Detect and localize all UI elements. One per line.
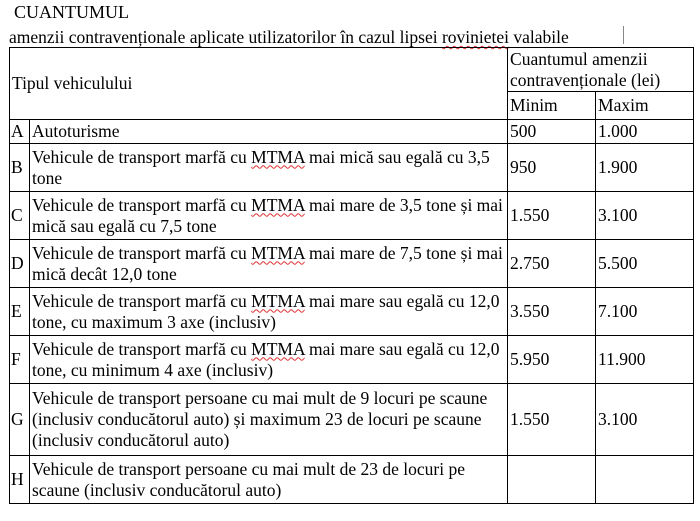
row-description[interactable]: [30, 384, 508, 456]
description-text-continued: mai mare sau egală cu 12,0 tone, cu minimum 4 axe (inclusiv): [32, 338, 500, 380]
row-letter[interactable]: G: [10, 384, 30, 456]
row-minimum-fine[interactable]: [508, 456, 596, 504]
row-minimum-fine[interactable]: 1.550: [508, 384, 596, 456]
description-text: Autoturisme: [32, 121, 120, 141]
table-row: [10, 384, 694, 456]
row-maximum-fine[interactable]: [596, 456, 694, 504]
description-text: Vehicule de transport marfă cu: [32, 338, 252, 359]
header-vehicle-type[interactable]: Tipul vehiculului: [10, 48, 508, 120]
description-misspelled-word: MTMA: [251, 338, 305, 359]
header-maximum[interactable]: Maxim: [596, 92, 694, 120]
document-heading: CUANTUMUL: [14, 2, 129, 22]
row-minimum-fine[interactable]: 950: [508, 144, 596, 192]
row-letter[interactable]: B: [10, 144, 30, 192]
row-maximum-fine[interactable]: 3.100: [596, 192, 694, 240]
subtitle-text-suffix: valabile: [509, 27, 569, 47]
row-letter[interactable]: E: [10, 288, 30, 336]
description-misspelled-word: MTMA: [251, 194, 305, 215]
row-maximum-fine[interactable]: 1.900: [596, 144, 694, 192]
row-maximum-fine[interactable]: 7.100: [596, 288, 694, 336]
header-minimum[interactable]: Minim: [508, 92, 596, 120]
description-text: Vehicule de transport persoane cu mai mult de 9 locuri pe scaune (inclusiv conducătorul auto) și maximum 23 de locuri pe scaune (inclusiv conducătorul auto): [32, 388, 488, 450]
row-letter[interactable]: A: [10, 120, 30, 144]
table-row: [10, 192, 694, 240]
table-row: [10, 144, 694, 192]
document-subtitle[interactable]: [9, 26, 569, 48]
row-minimum-fine[interactable]: 500: [508, 120, 596, 144]
table-row: [10, 120, 694, 144]
row-minimum-fine[interactable]: 2.750: [508, 240, 596, 288]
row-letter[interactable]: H: [10, 456, 30, 504]
row-letter[interactable]: F: [10, 336, 30, 384]
row-minimum-fine[interactable]: 5.950: [508, 336, 596, 384]
table-row: [10, 456, 694, 504]
description-text: Vehicule de transport marfă cu: [32, 242, 252, 263]
row-maximum-fine[interactable]: 11.900: [596, 336, 694, 384]
row-description[interactable]: [30, 192, 508, 240]
text-cursor-ibeam: [623, 26, 624, 44]
description-text-continued: mai mare de 7,5 tone și mai mică decât 12,0 tone: [32, 242, 503, 284]
description-text-continued: mai mare de 3,5 tone și mai mică sau egală cu 7,5 tone: [32, 194, 503, 236]
row-letter[interactable]: D: [10, 240, 30, 288]
description-text: Vehicule de transport marfă cu: [32, 146, 252, 167]
fines-table: [9, 47, 694, 504]
description-text-continued: mai mare sau egală cu 12,0 tone, cu maximum 3 axe (inclusiv): [32, 290, 500, 332]
row-minimum-fine[interactable]: 3.550: [508, 288, 596, 336]
description-text-continued: mai mică sau egală cu 3,5 tone: [32, 146, 490, 188]
row-description[interactable]: [30, 336, 508, 384]
description-text: Vehicule de transport marfă cu: [32, 194, 252, 215]
row-description[interactable]: [30, 120, 508, 144]
subtitle-text-prefix: amenzii contravenționale aplicate utilizatorilor în cazul lipsei: [9, 27, 442, 47]
row-minimum-fine[interactable]: 1.550: [508, 192, 596, 240]
description-misspelled-word: MTMA: [251, 146, 305, 167]
table-row: [10, 288, 694, 336]
row-maximum-fine[interactable]: 1.000: [596, 120, 694, 144]
header-fine-amount[interactable]: Cuantumul amenzii contravenționale (lei): [508, 48, 694, 92]
row-description[interactable]: [30, 456, 508, 504]
description-text: Vehicule de transport marfă cu: [32, 290, 252, 311]
row-maximum-fine[interactable]: 5.500: [596, 240, 694, 288]
description-text: Vehicule de transport persoane cu mai mult de 23 de locuri pe scaune (inclusiv conducătorul auto): [32, 458, 465, 500]
table-header-row: [10, 48, 694, 92]
table-row: [10, 240, 694, 288]
row-description[interactable]: [30, 288, 508, 336]
row-description[interactable]: [30, 144, 508, 192]
description-misspelled-word: MTMA: [251, 242, 305, 263]
table-body: [10, 120, 694, 504]
description-misspelled-word: MTMA: [251, 290, 305, 311]
row-description[interactable]: [30, 240, 508, 288]
row-maximum-fine[interactable]: 3.100: [596, 384, 694, 456]
row-letter[interactable]: C: [10, 192, 30, 240]
table-row: [10, 336, 694, 384]
subtitle-misspelled-word: rovinietei: [441, 27, 510, 47]
